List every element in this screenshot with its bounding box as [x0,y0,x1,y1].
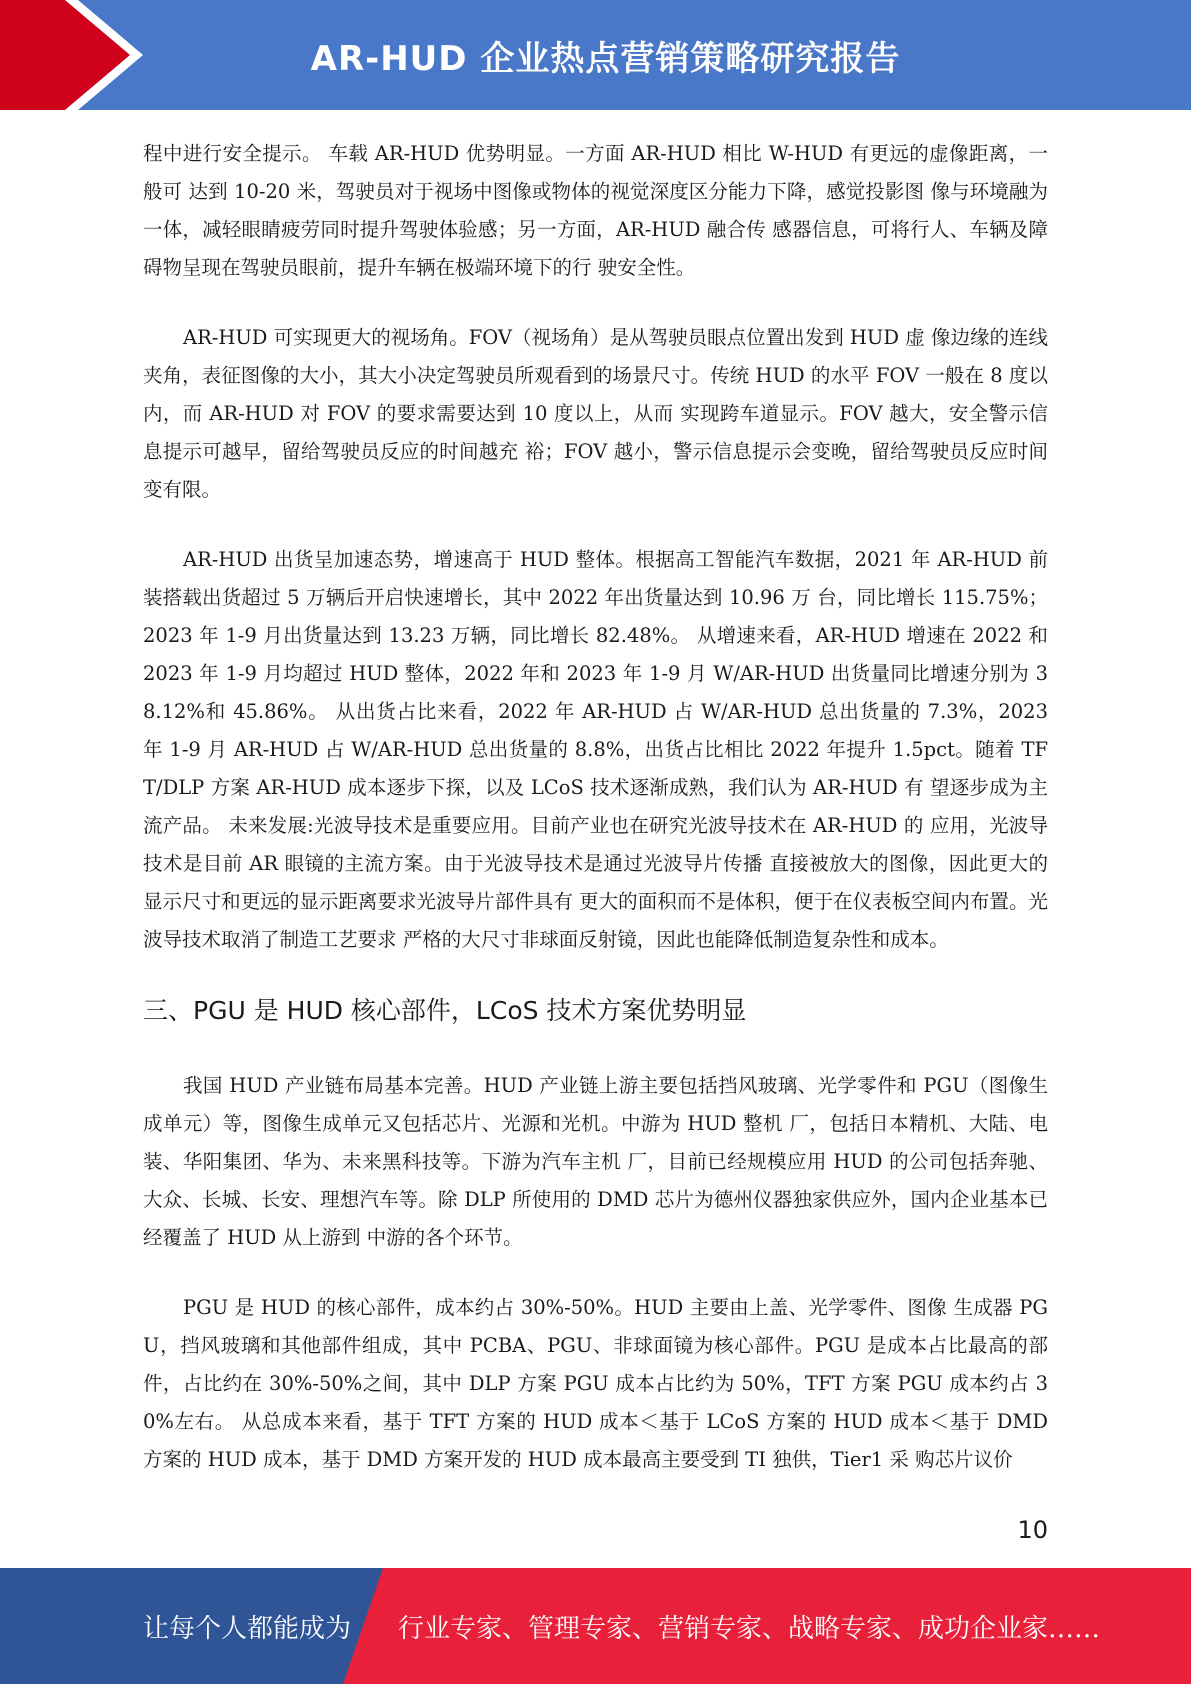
page-footer [0,1568,1191,1684]
paragraph: AR-HUD 可实现更大的视场角。FOV（视场角）是从驾驶员眼点位置出发到 HUD 虚 像边缘的连线夹角，表征图像的大小，其大小决定驾驶员所观看到的场景尺寸。传统 HUD 的水平 FOV 一般在 8 度以内，而 AR-HUD 对 FOV 的要求需要达到 10 度以上，从而 实现跨车道显示。FOV 越大，安全警示信息提示可越早，留给驾驶员反应的时间越充 裕；FOV 越小，警示信息提示会变晚，留给驾驶员反应时间变有限。 [143,326,1048,501]
document-body [143,135,1048,1511]
report-title: AR-HUD 企业热点营销策略研究报告 [310,38,901,79]
paragraph: 我国 HUD 产业链布局基本完善。HUD 产业链上游主要包括挡风玻璃、光学零件和 PGU（图像生成单元）等，图像生成单元又包括芯片、光源和光机。中游为 HUD 整机 厂，包括日本精机、大陆、电装、华阳集团、华为、未来黑科技等。下游为汽车主机 厂，目前已经规模应用 HUD 的公司包括奔驰、大众、长城、长安、理想汽车等。除 DLP 所使用的 DMD 芯片为德州仪器独家供应外，国内企业基本已经覆盖了 HUD 从上游到 中游的各个环节。 [143,1074,1048,1249]
footer-slogan-left: 让每个人都能成为 [143,1613,352,1644]
footer-slogan-right: 行业专家、管理专家、营销专家、战略专家、成功企业家…… [398,1613,1101,1644]
section-heading: 三、PGU 是 HUD 核心部件，LCoS 技术方案优势明显 [143,996,747,1025]
paragraph: AR-HUD 出货呈加速态势，增速高于 HUD 整体。根据高工智能汽车数据，2021 年 AR-HUD 前装搭载出货超过 5 万辆后开启快速增长，其中 2022 年出货量达到 10.96 万 台，同比增长 115.75%；2023 年 1-9 月出货量达到 13.23 万辆，同比增长 82.48%。 从增速来看，AR-HUD 增速在 2022 和 2023 年 1-9 月均超过 HUD 整体，2022 年和 2023 年 1-9 月 W/AR-HUD 出货量同比增速分别为 38.12%和 45.86%。 从出货占比来看，2022 年 AR-HUD 占 W/AR-HUD 总出货量的 7.3%，2023 年 1-9 月 AR-HUD 占 W/AR-HUD 总出货量的 8.8%，出货占比相比 2022 年提升 1.5pct。随着 TFT/DLP 方案 AR-HUD 成本逐步下探，以及 LCoS 技术逐渐成熟，我们认为 AR-HUD 有 望逐步成为主流产品。 未来发展:光波导技术是重要应用。目前产业也在研究光波导技术在 AR-HUD 的 应用，光波导技术是目前 AR 眼镜的主流方案。由于光波导技术是通过光波导片传播 直接被放大的图像，因此更大的显示尺寸和更远的显示距离要求光波导片部件具有 更大的面积而不是体积，便于在仪表板空间内布置。光波导技术取消了制造工艺要求 严格的大尺寸非球面反射镜，因此也能降低制造复杂性和成本。 [143,548,1048,951]
paragraph: PGU 是 HUD 的核心部件，成本约占 30%-50%。HUD 主要由上盖、光学零件、图像 生成器 PGU，挡风玻璃和其他部件组成，其中 PCBA、PGU、非球面镜为核心部件。PGU 是成本占比最高的部件，占比约在 30%-50%之间，其中 DLP 方案 PGU 成本占比约为 50%，TFT 方案 PGU 成本约占 30%左右。 从总成本来看，基于 TFT 方案的 HUD 成本＜基于 LCoS 方案的 HUD 成本＜基于 DMD 方案的 HUD 成本，基于 DMD 方案开发的 HUD 成本最高主要受到 TI 独供，Tier1 采 购芯片议价 [143,1296,1048,1471]
paragraph: 程中进行安全提示。 车载 AR-HUD 优势明显。一方面 AR-HUD 相比 W-HUD 有更远的虚像距离，一般可 达到 10-20 米，驾驶员对于视场中图像或物体的视觉深度区分能力下降，感觉投影图 像与环境融为一体，减轻眼睛疲劳同时提升驾驶体验感；另一方面，AR-HUD 融合传 感器信息，可将行人、车辆及障碍物呈现在驾驶员眼前，提升车辆在极端环境下的行 驶安全性。 [143,142,1048,279]
page-header [0,0,1191,110]
page-number: 10 [1017,1516,1048,1544]
